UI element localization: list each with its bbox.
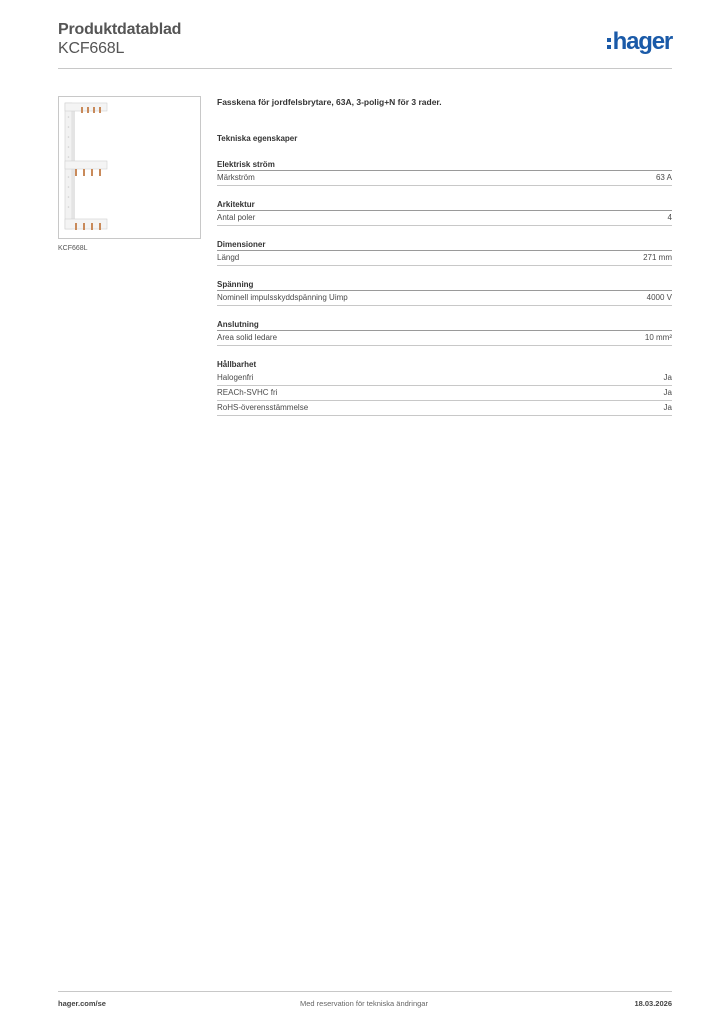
spec-group-title: Anslutning [217,319,672,331]
spec-label: Antal poler [217,213,256,222]
spec-group-architecture [217,199,672,226]
product-image-caption: KCF668L [58,245,88,252]
footer-disclaimer: Med reservation för tekniska ändringar [300,999,428,1008]
spec-label: REACh-SVHC fri [217,388,278,397]
spec-group-connection [217,319,672,346]
page-footer [58,991,672,1011]
product-image [58,96,201,239]
spec-label: Nominell impulsskyddspänning Uimp [217,293,348,302]
spec-row [217,386,672,401]
spec-label: Längd [217,253,240,262]
product-code: KCF668L [58,40,125,57]
spec-group-electrical [217,159,672,186]
spec-value: 10 mm² [644,333,672,342]
footer-website-link[interactable]: hager.com/se [58,999,106,1008]
page-title: Produktdatablad [58,21,182,38]
spec-value: 271 mm [643,253,672,262]
spec-group-title: Hållbarhet [217,360,257,369]
spec-group-title: Dimensioner [217,239,672,251]
spec-row [217,331,672,346]
spec-value: Ja [663,388,672,397]
spec-value: 4 [667,213,672,222]
product-details [217,96,672,416]
spec-label: Halogenfri [217,373,254,382]
spec-label: Area solid ledare [217,333,278,342]
spec-row [217,211,672,226]
hager-logo [607,29,672,55]
spec-group-title: Elektrisk ström [217,159,672,171]
spec-row [217,251,672,266]
spec-value: Ja [663,403,672,412]
page-header [58,21,672,69]
spec-group-voltage [217,279,672,306]
spec-row [217,371,672,386]
spec-value: 63 A [655,173,672,182]
busbar-illustration-icon [59,97,202,240]
section-title-technical: Tekniska egenskaper [217,134,298,143]
spec-row [217,171,672,186]
spec-value: 4000 V [646,293,672,302]
spec-label: RoHS-överensstämmelse [217,403,309,412]
spec-group-title: Spänning [217,279,672,291]
spec-row [217,291,672,306]
spec-row [217,401,672,416]
spec-group-title: Arkitektur [217,199,672,211]
spec-group-sustainability [217,359,672,416]
footer-date: 18.03.2026 [634,999,672,1008]
logo-colon-icon [607,38,611,49]
product-description: Fasskena för jordfelsbrytare, 63A, 3-polig+N för 3 rader. [217,97,442,107]
spec-value: Ja [663,373,672,382]
spec-group-dimensions [217,239,672,266]
logo-text: hager [612,28,672,55]
spec-label: Märkström [217,173,255,182]
